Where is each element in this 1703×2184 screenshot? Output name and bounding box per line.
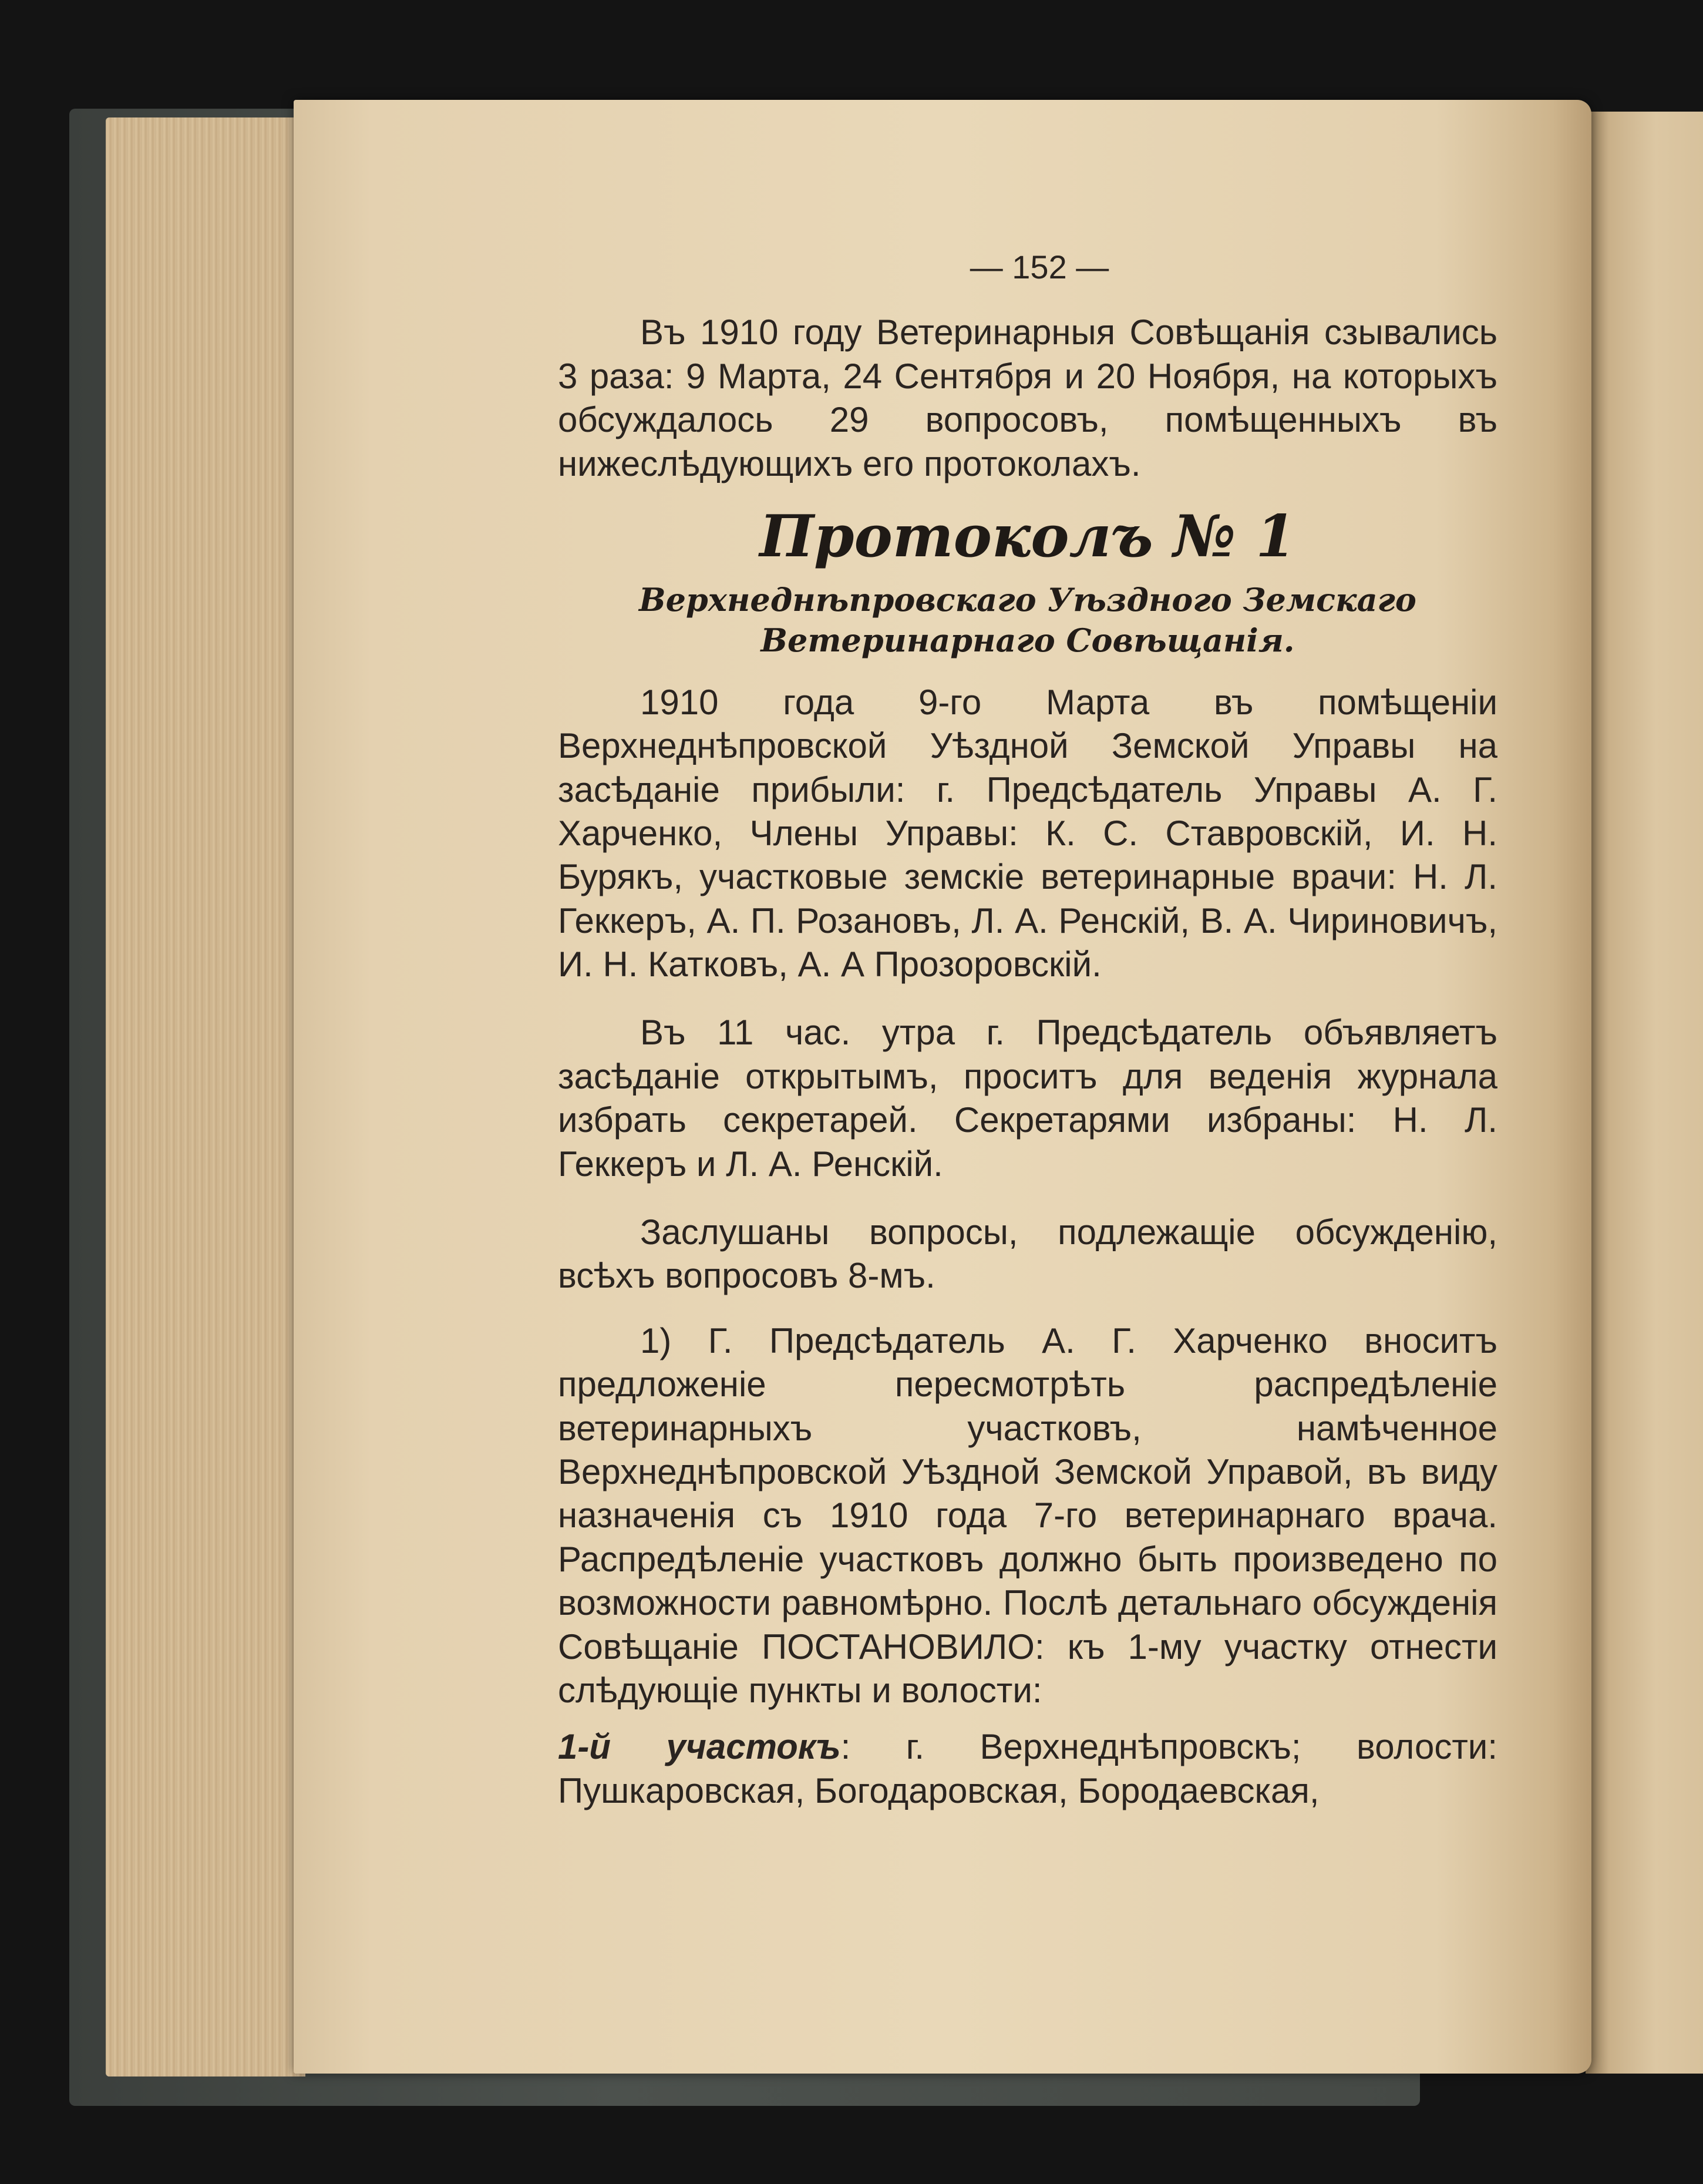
- page-text: [558, 247, 1497, 1813]
- district-entry: [558, 1725, 1497, 1813]
- district-label: 1-й участокъ: [558, 1727, 841, 1767]
- opening-paragraph: Въ 11 час. утра г. Предсѣдатель объявляетъ засѣданіе открытымъ, проситъ для веденія журнала избрать секретарей. Секретарями избраны: Н. Л. Геккеръ и Л. А. Ренскій.: [558, 1013, 1497, 1184]
- subtitle-line-1: Верхнеднѣпровскаго Уѣздного Земскаго: [639, 580, 1416, 619]
- page-number: — 152 —: [970, 248, 1109, 285]
- facing-page: [1586, 112, 1703, 2074]
- attendance-paragraph: 1910 года 9-го Марта въ помѣщеніи Верхнеднѣпровской Уѣздной Земской Управы на засѣданіе прибыли: г. Предсѣдатель Управы А. Г. Харченко, Члены Управы: К. С. Ставровскій, И. Н. Бурякъ, участковые земскіе ветеринарные врачи: Н. Л. Геккеръ, А. П. Розановъ, Л. А. Ренскій, В. А. Чириновичъ, И. Н. Катковъ, А. А Прозоровскій.: [558, 682, 1497, 985]
- protocol-title: Протоколъ № 1: [759, 503, 1296, 570]
- protocol-subtitle: [558, 580, 1497, 661]
- proposal-paragraph: 1) Г. Предсѣдатель А. Г. Харченко вноситъ предложеніе пересмотрѣть распредѣленіе ветеринарныхъ участковъ, намѣченное Верхнеднѣпровской Уѣздной Земской Управой, въ виду назначенія съ 1910 года 7-го ветеринарнаго врача. Распредѣленіе участковъ должно быть произведено по возможности равномѣрно. Послѣ детальнаго обсужденія Совѣщаніе ПОСТАНОВИЛО: къ 1-му участку отнести слѣдующіе пункты и волости:: [558, 1321, 1497, 1710]
- page-block-edge: [106, 117, 305, 2077]
- intro-paragraph: Въ 1910 году Ветеринарныя Совѣщанія сзывались 3 раза: 9 Марта, 24 Сентября и 20 Ноября, на которыхъ обсуждалось 29 вопросовъ, помѣщенныхъ въ нижеслѣдующихъ его протоколахъ.: [558, 313, 1497, 483]
- questions-paragraph: Заслушаны вопросы, подлежащіе обсужденію, всѣхъ вопросовъ 8-мъ.: [558, 1212, 1497, 1296]
- subtitle-line-2: Ветеринарнаго Совѣщанія.: [760, 621, 1295, 659]
- district-text: : г. Верхнеднѣпровскъ; волости: Пушкаровская, Богодаровская, Бородаевская,: [558, 1727, 1497, 1810]
